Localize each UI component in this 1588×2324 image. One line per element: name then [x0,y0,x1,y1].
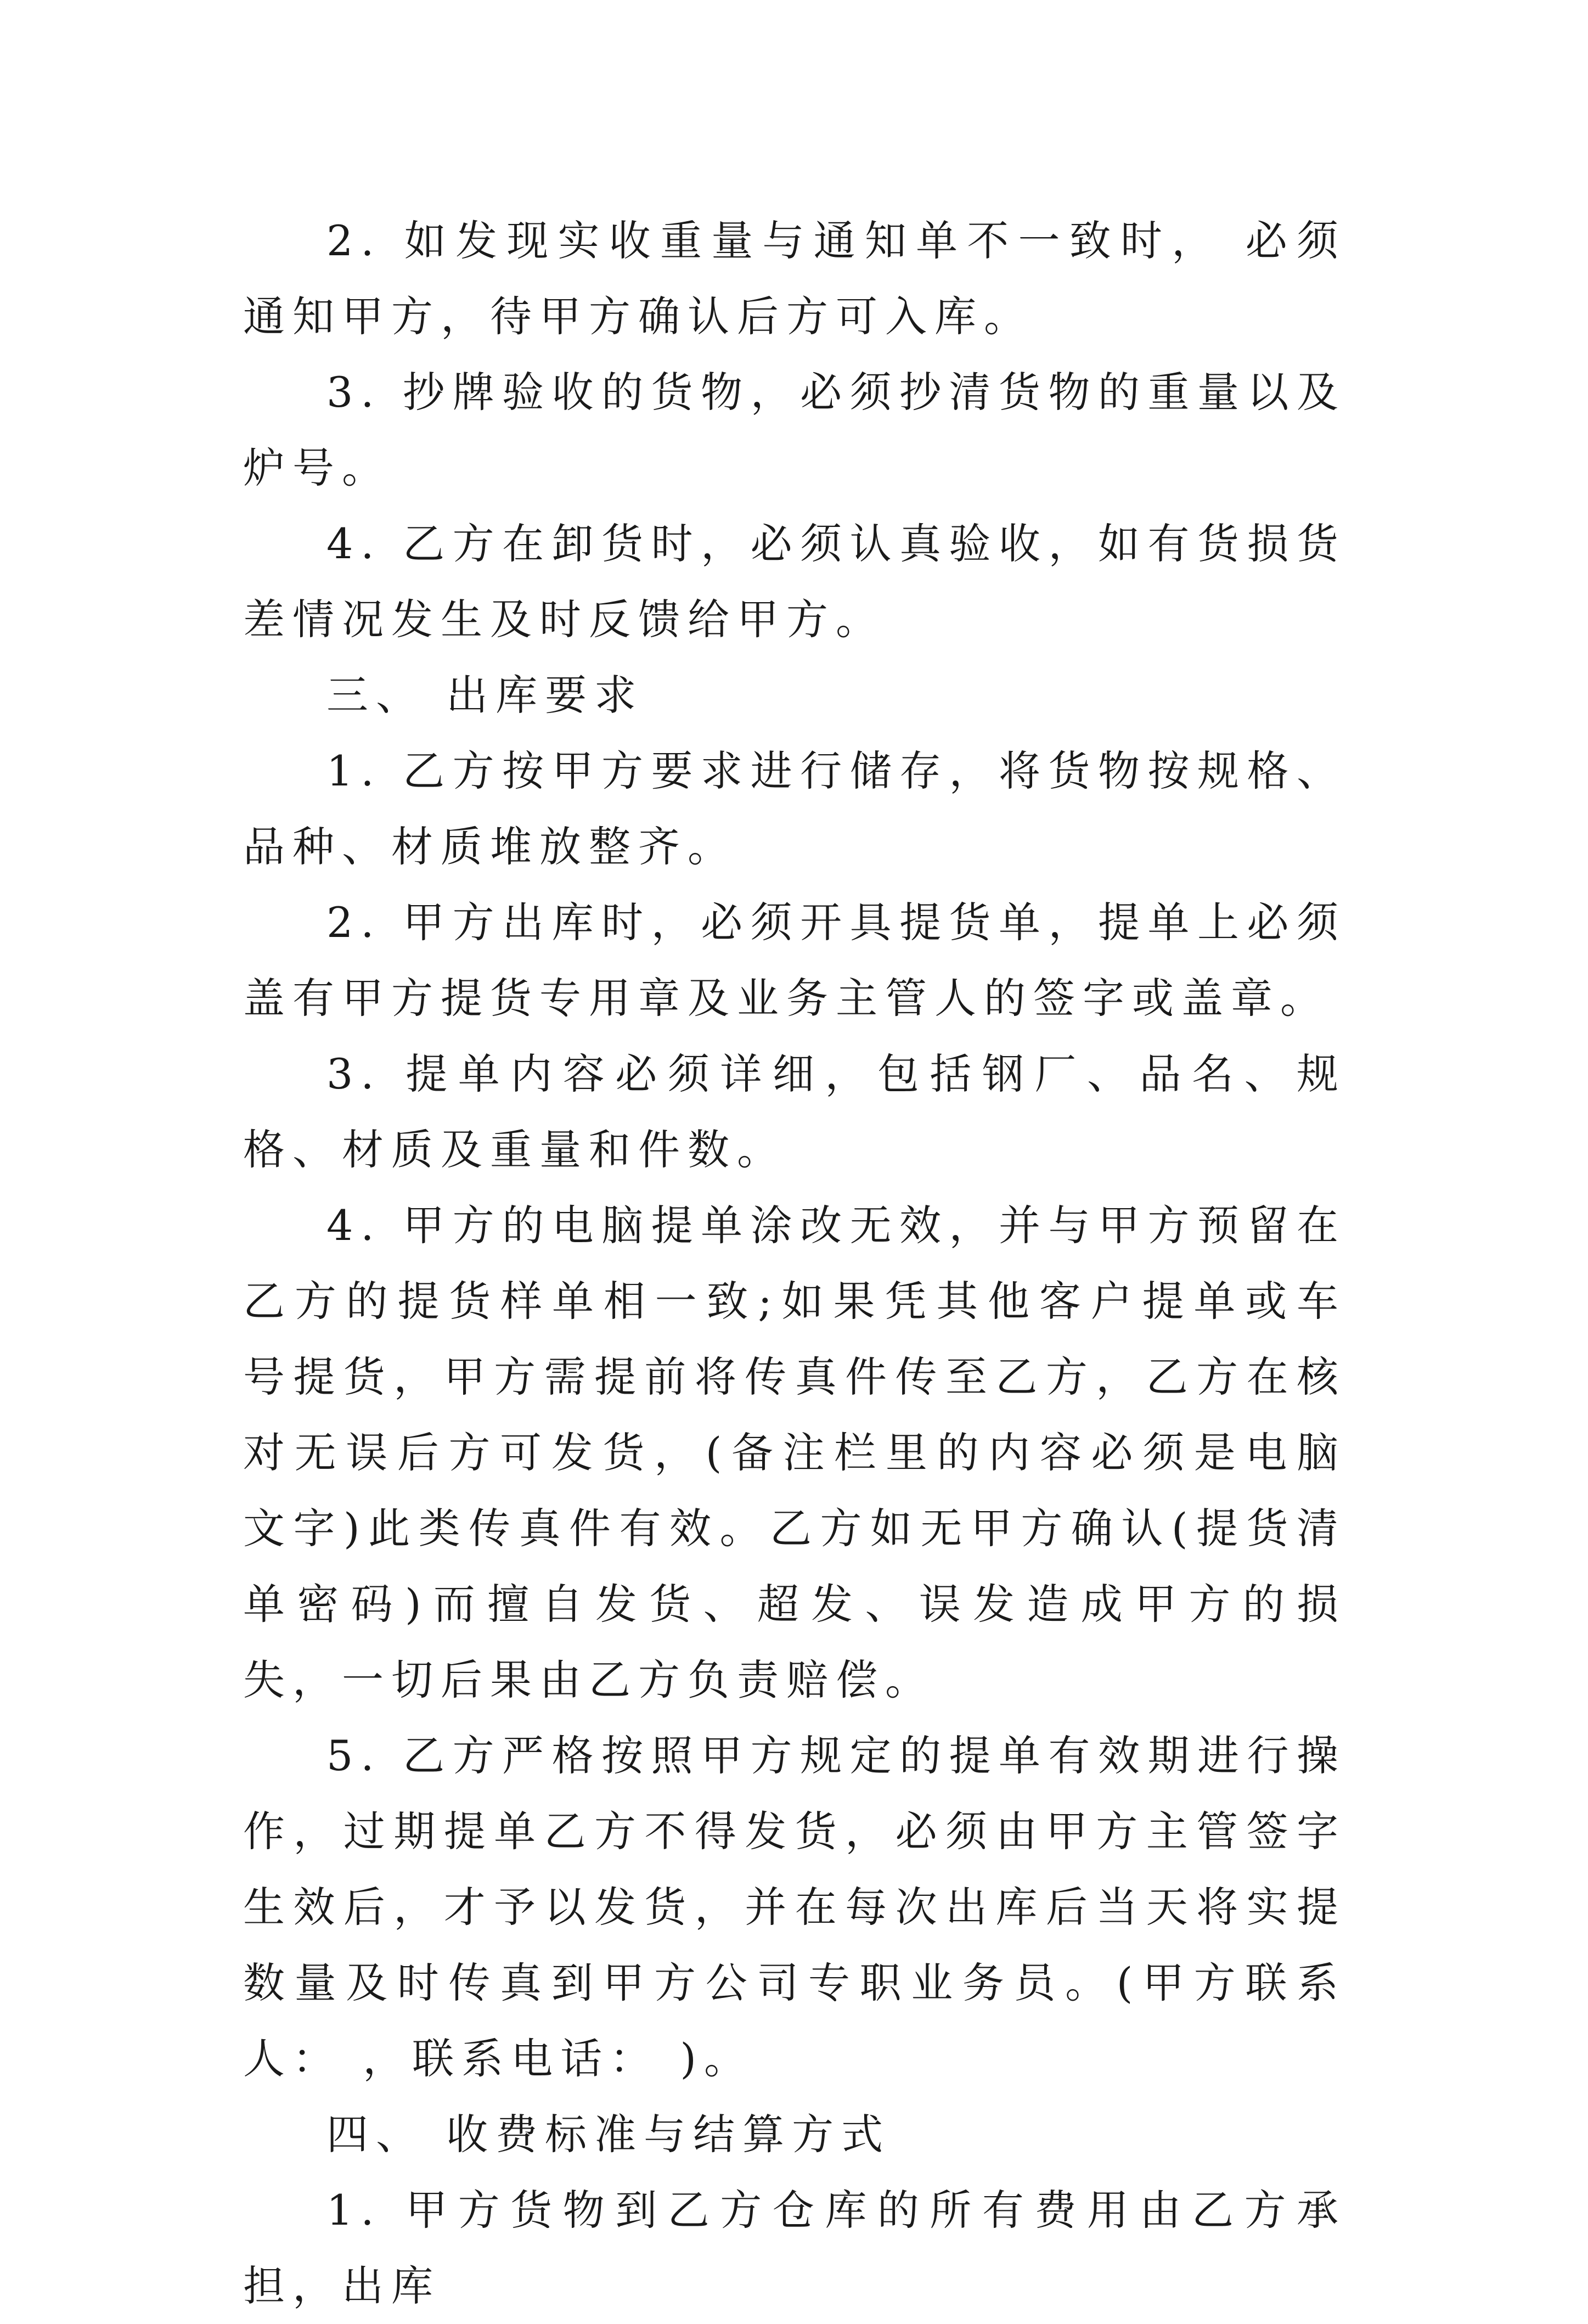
document-body [243,203,1346,2324]
paragraph-receipt-weight: 2. 如发现实收重量与通知单不一致时， 必须通知甲方，待甲方确认后方可入库。 [243,216,1346,341]
paragraph-note-content: 3. 提单内容必须详细，包括钢厂、品名、规格、材质及重量和件数。 [243,1049,1346,1174]
section-heading-fees: 四、 收费标准与结算方式 [326,2110,891,2159]
paragraph-fees: 1. 甲方货物到乙方仓库的所有费用由乙方承担，出库 [243,2186,1346,2310]
paragraph-computer-note: 4. 甲方的电脑提单涂改无效，并与甲方预留在乙方的提货样单相一致;如果凭其他客户提单或车号提货，甲方需提前将传真件传至乙方，乙方在核对无误后方可发货，(备注栏里的内容必须是电脑文字)此类传真件有效。乙方如无甲方确认(提货清单密码)而擅自发货、超发、误发造成甲方的损失，一切后果由乙方负责赔偿。 [243,1201,1346,1704]
paragraph-unloading: 4. 乙方在卸货时，必须认真验收，如有货损货差情况发生及时反馈给甲方。 [243,519,1346,644]
paragraph-validity: 5. 乙方严格按照甲方规定的提单有效期进行操作，过期提单乙方不得发货，必须由甲方主管签字生效后，才予以发货，并在每次出库后当天将实提数量及时传真到甲方公司专职业务员。(甲方联系人： ，联系电话： )。 [243,1731,1346,2083]
section-heading-outbound: 三、 出库要求 [326,671,644,720]
paragraph-storage: 1. 乙方按甲方要求进行储存，将货物按规格、品种、材质堆放整齐。 [243,746,1346,871]
paragraph-tag-check: 3. 抄牌验收的货物，必须抄清货物的重量以及炉号。 [243,368,1346,492]
paragraph-delivery-note: 2. 甲方出库时，必须开具提货单，提单上必须盖有甲方提货专用章及业务主管人的签字或盖章。 [243,898,1346,1023]
